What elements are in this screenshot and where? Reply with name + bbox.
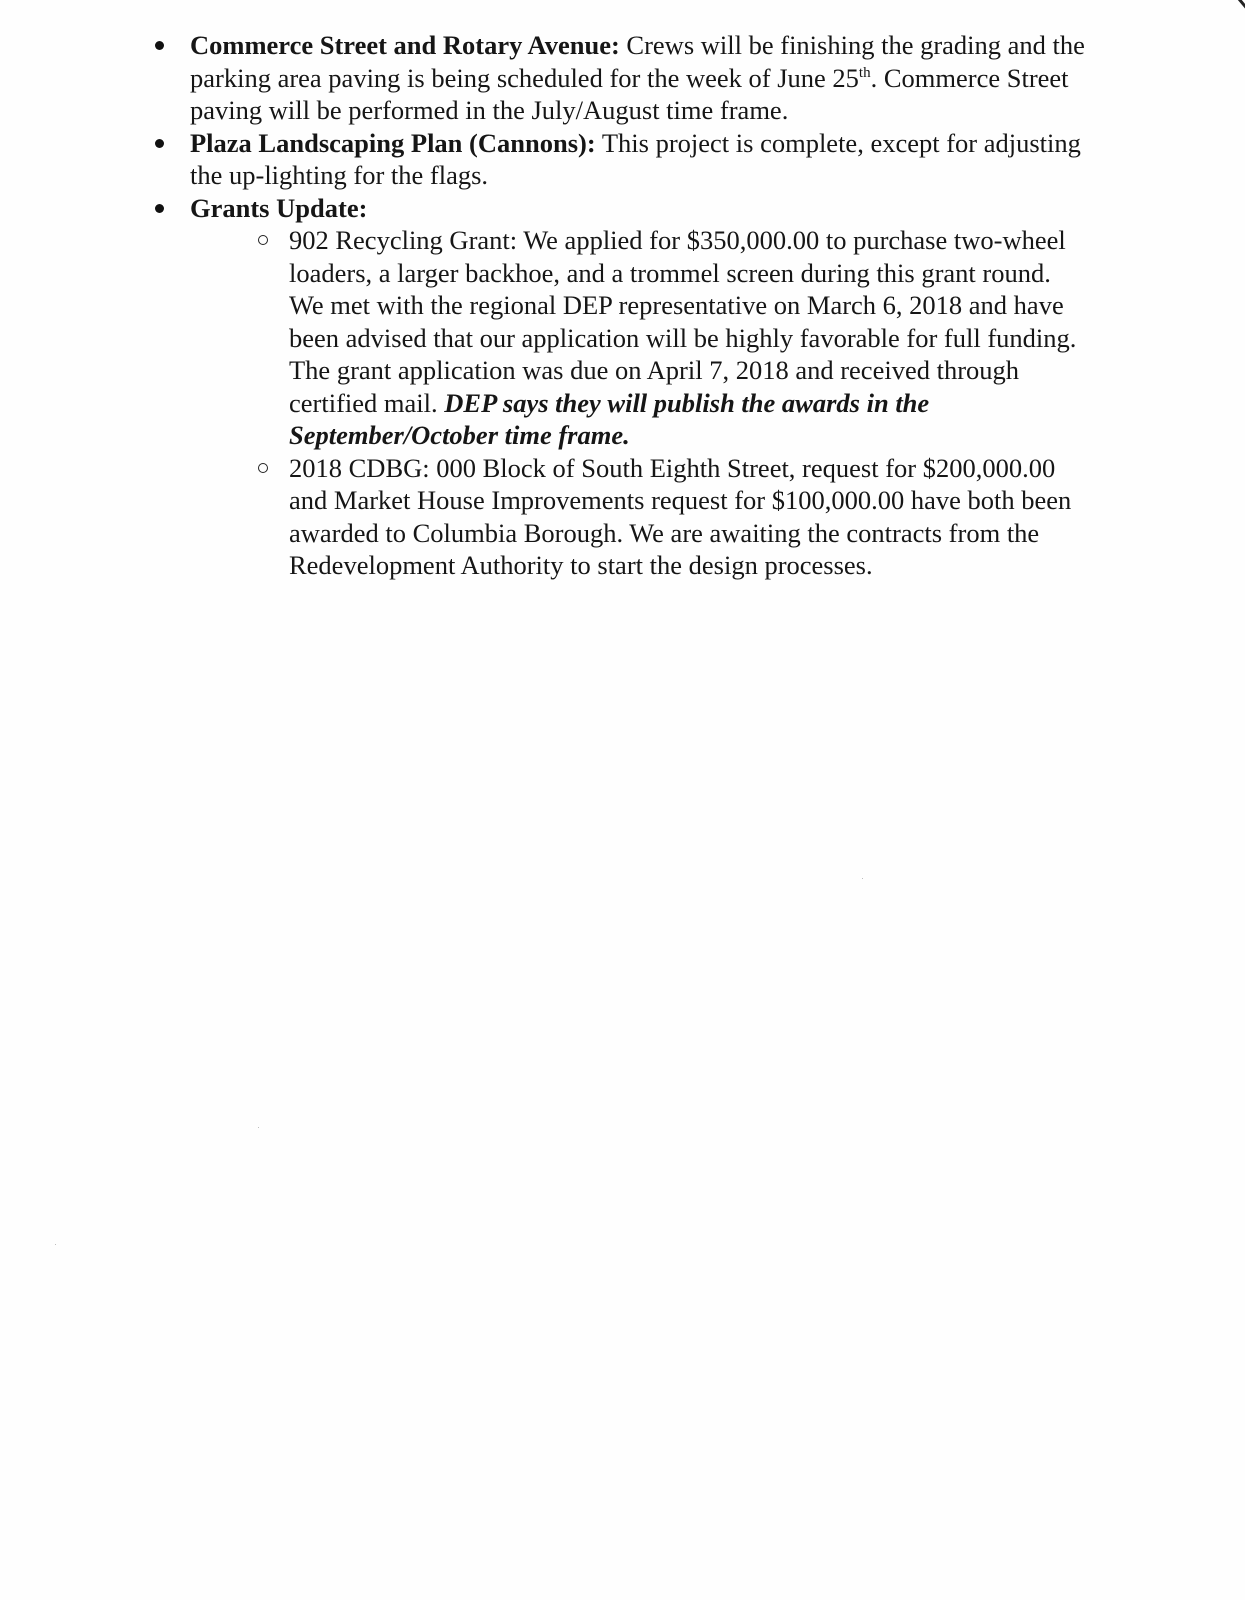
list-item-commerce-street [190, 29, 1090, 127]
scan-speck [862, 878, 863, 879]
sub-item-text: 2018 CDBG: 000 Block of South Eighth Street, request for $200,000.00 and Market House Improvements request for $100,000.00 have both been awarded to Columbia Borough. We are awaiting the contracts from the Redevelopment Authority to start the design processes. [289, 452, 1072, 580]
sub-item-cdbg [289, 452, 1090, 582]
scan-speck [55, 1244, 56, 1245]
list-item-grants-update [190, 192, 1090, 582]
bullet-list [190, 29, 1090, 582]
sub-item-text: 902 Recycling Grant: We applied for $350,000.00 to purchase two-wheel loaders, a larger backhoe, and a trommel screen during this grant round. We met with the regional DEP representative on March 6, 2018 and have been advised that our application will be highly favorable for full funding. The grant application was due on April 7, 2018 and received through certified mail. [289, 225, 1077, 418]
hollow-bullet-icon [258, 463, 268, 473]
sub-item-recycling-grant [289, 224, 1090, 452]
bullet-icon [155, 204, 164, 213]
bullet-icon [155, 41, 164, 50]
sub-item-emphasis: DEP says they will publish the awards in the September/October time frame. [289, 387, 930, 450]
document-body [190, 29, 1090, 582]
item-title: Grants Update: [190, 192, 368, 223]
scan-speck [258, 1127, 259, 1128]
hollow-bullet-icon [258, 235, 268, 245]
item-text: This project is complete, except for adjusting the up-lighting for the flags. [190, 127, 1081, 190]
list-item-plaza-landscaping [190, 127, 1090, 192]
sub-list [190, 224, 1090, 582]
item-text: Crews will be finishing the grading and the parking area paving is being scheduled for the week of June 25 [190, 30, 1085, 93]
item-text-continued: . Commerce Street paving will be performed in the July/August time frame. [190, 62, 1069, 125]
item-title: Plaza Landscaping Plan (Cannons): [190, 127, 596, 158]
item-title: Commerce Street and Rotary Avenue: [190, 30, 620, 60]
bullet-icon [155, 139, 164, 148]
scan-corner-mark [1231, 0, 1245, 14]
superscript: th [858, 64, 871, 81]
